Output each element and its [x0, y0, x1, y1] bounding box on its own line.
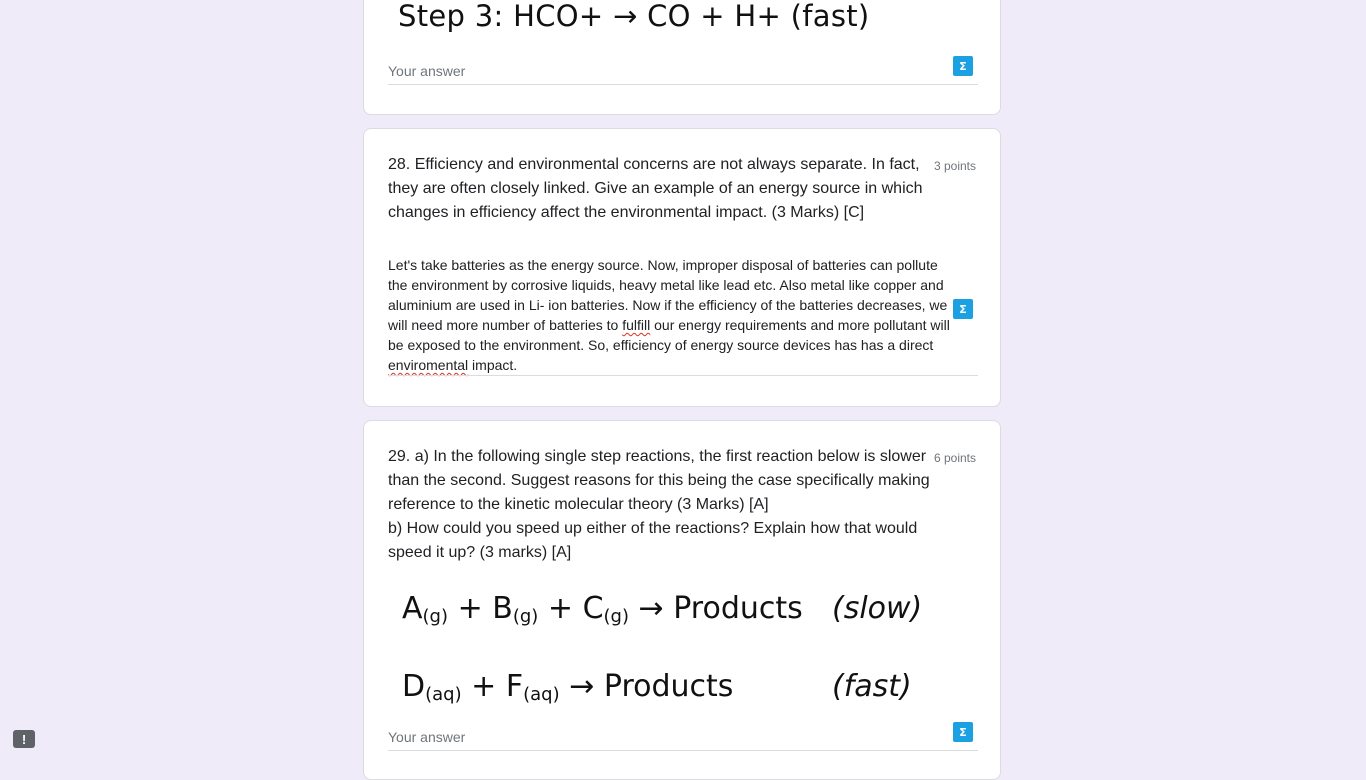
rate-slow: (slow)	[832, 591, 923, 626]
reactant-c: C	[582, 591, 604, 626]
reactant-d: D	[402, 669, 426, 704]
products-label: Products	[603, 669, 734, 704]
equation-icon[interactable]: Σ	[953, 722, 973, 742]
question-card-29	[363, 420, 1001, 780]
reactant-b: B	[492, 591, 513, 626]
answer-placeholder: Your answer	[388, 729, 466, 745]
state-label: (g)	[422, 606, 449, 627]
state-label: (aq)	[425, 684, 462, 705]
question-title: 28. Efficiency and environmental concerns are not always separate. In fact, they are often closely linked. Give an example of an energy source in which changes in efficiency affect the environmental impact. (3 Marks) [C]	[388, 156, 923, 221]
products-label: Products	[673, 591, 803, 626]
rate-fast: (fast)	[832, 669, 912, 704]
misspelled-word: enviromental	[388, 357, 469, 373]
arrow-icon: →	[569, 669, 595, 704]
plus-sign: +	[547, 591, 574, 626]
question-title	[388, 445, 933, 565]
reaction-1	[402, 591, 803, 627]
points-label: 6 points	[933, 451, 976, 465]
plus-sign: +	[471, 669, 497, 704]
state-label: (g)	[603, 606, 629, 627]
step3-image: Step 3: HCO+ → CO + H+ (fast)	[398, 0, 870, 33]
question-part-b: b) How could you speed up either of the reactions? Explain how that would speed it up? (3 marks) [A]	[388, 520, 918, 561]
answer-text-part: Let's take batteries as the energy source. Now, improper disposal of batteries can pollute the environment by corrosive liquids, heavy metal like lead etc. Also metal like copper and aluminium are used in Li- ion batteries. Now if the efficiency of the batteries decreases, we will need more number of batteries to	[388, 257, 948, 333]
question-card-28	[363, 128, 1001, 407]
equation-icon[interactable]: Σ	[953, 299, 973, 319]
state-label: (g)	[512, 606, 539, 627]
plus-sign: +	[457, 591, 483, 626]
reactant-f: F	[505, 669, 524, 704]
answer-underline	[388, 375, 978, 376]
answer-placeholder: Your answer	[388, 63, 466, 79]
answer-textarea-28[interactable]	[388, 255, 950, 375]
answer-text-part: impact.	[468, 357, 518, 373]
question-card-27	[363, 0, 1001, 115]
answer-text-part: our energy requirements and more pollutant will be exposed to the environment. So, efficiency of energy source devices has has a direct	[388, 317, 950, 353]
reactant-a: A	[402, 591, 423, 626]
question-part-a: 29. a) In the following single step reactions, the first reaction below is slower than the second. Suggest reasons for this being the case specifically making reference to the kinetic molecular theory (3 Marks) [A]	[388, 448, 930, 513]
points-label: 3 points	[933, 159, 976, 173]
answer-input-29[interactable]	[388, 724, 978, 751]
report-problem-icon[interactable]: !	[13, 730, 35, 748]
equation-icon[interactable]: Σ	[953, 56, 973, 76]
arrow-icon: →	[638, 591, 664, 626]
state-label: (aq)	[523, 684, 560, 705]
misspelled-word: fulfill	[622, 317, 651, 333]
answer-input-27[interactable]	[388, 58, 978, 85]
reaction-2	[402, 669, 733, 705]
